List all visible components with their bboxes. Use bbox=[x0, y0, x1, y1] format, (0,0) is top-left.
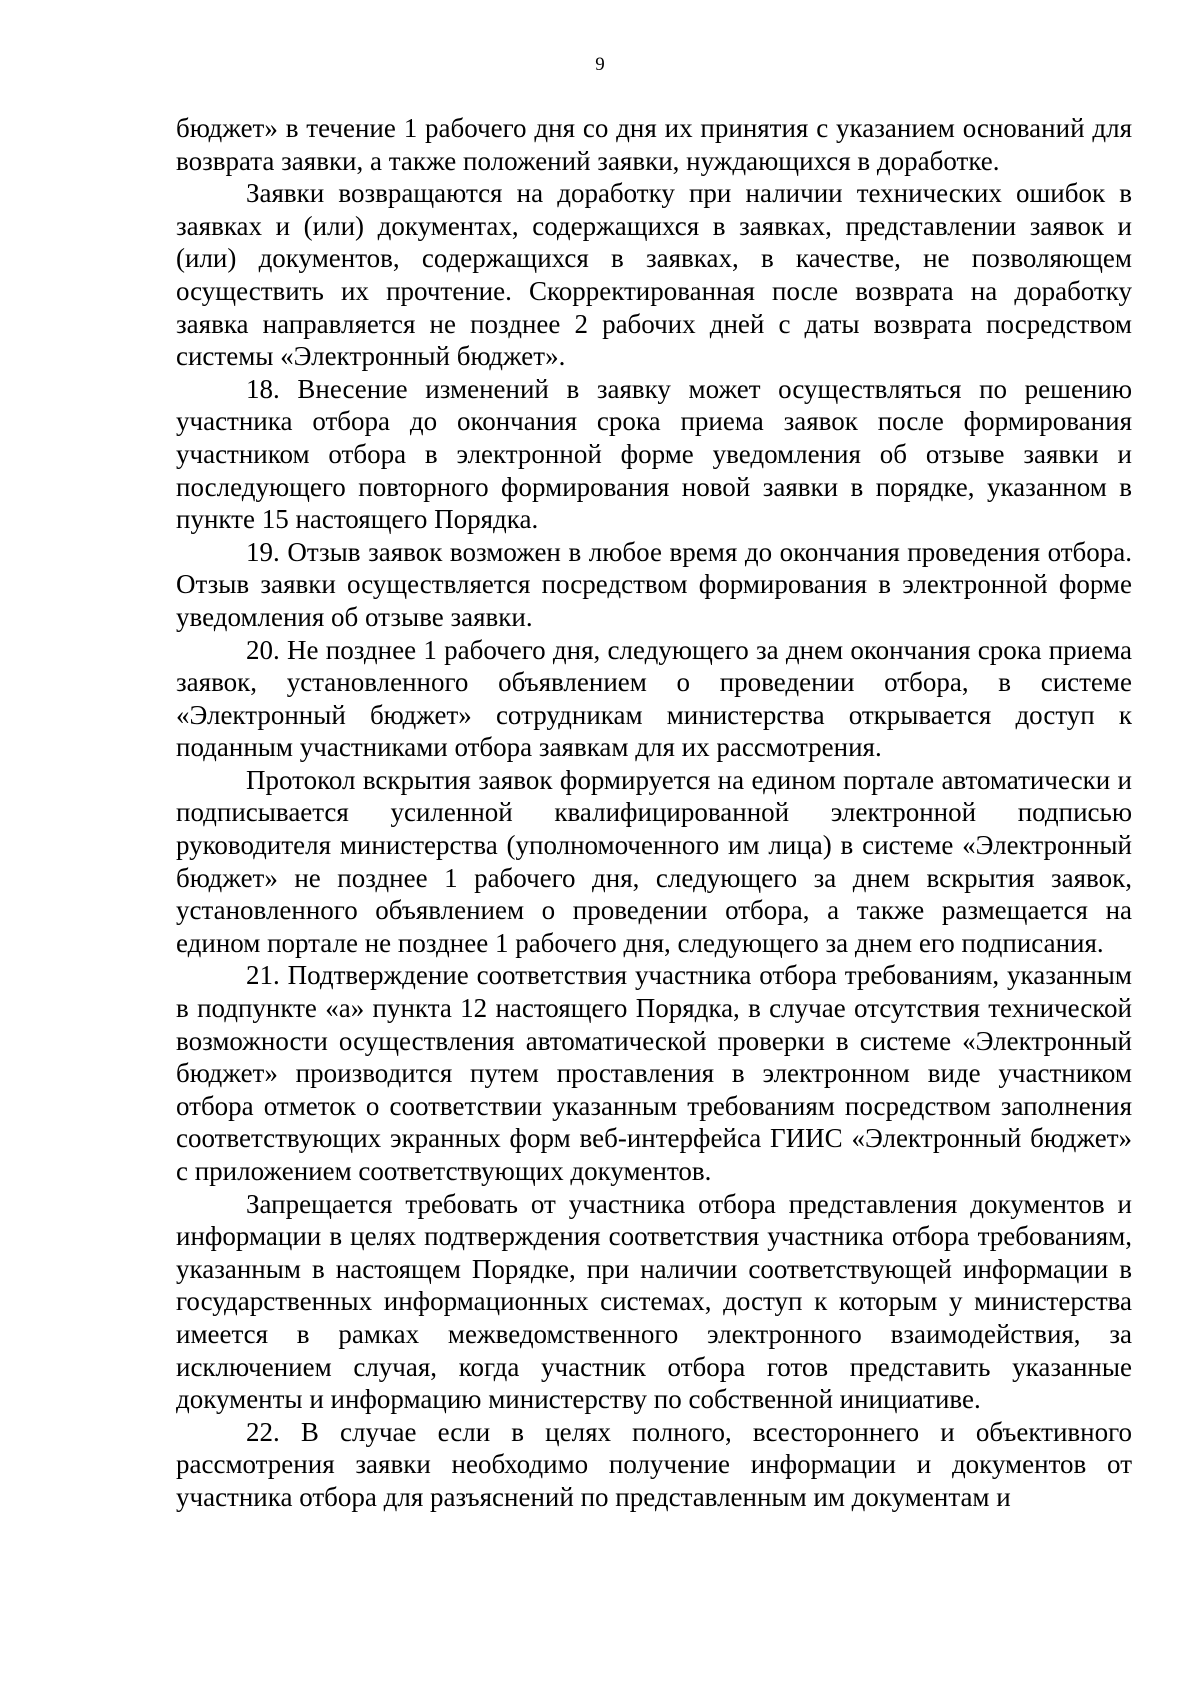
page-number: 9 bbox=[595, 54, 605, 75]
paragraph-19: 19. Отзыв заявок возможен в любое время до окончания проведения отбора. Отзыв заявки осуществляется посредством формирования в электронной форме уведомления об отзыве заявки. bbox=[176, 536, 1132, 632]
paragraph-continuation: бюджет» в течение 1 рабочего дня со дня их принятия с указанием оснований для возврата заявки, а также положений заявки, нуждающихся в доработке. bbox=[176, 113, 1132, 176]
document-body bbox=[176, 112, 1132, 1514]
paragraph-prohibition: Запрещается требовать от участника отбора представления документов и информации в целях подтверждения соответствия участника отбора требованиям, указанным в настоящем Порядке, при наличии соответствующей информации в государственных информационных системах, доступ к которым у министерства имеется в рамках межведомственного электронного взаимодействия, за исключением случая, когда участник отбора готов представить указанные документы и информацию министерству по собственной инициативе. bbox=[176, 1188, 1132, 1415]
paragraph-20: 20. Не позднее 1 рабочего дня, следующего за днем окончания срока приема заявок, установленного объявлением о проведении отбора, в системе «Электронный бюджет» сотрудникам министерства открывается доступ к поданным участниками отбора заявкам для их рассмотрения. bbox=[176, 634, 1132, 763]
paragraph-22: 22. В случае если в целях полного, всестороннего и объективного рассмотрения заявки необходимо получение информации и документов от участника отбора для разъяснений по представленным им документам и bbox=[176, 1416, 1132, 1512]
paragraph-21: 21. Подтверждение соответствия участника отбора требованиям, указанным в подпункте «а» пункта 12 настоящего Порядка, в случае отсутствия технической возможности осуществления автоматической проверки в системе «Электронный бюджет» производится путем проставления в электронном виде участником отбора отметок о соответствии указанным требованиям посредством заполнения соответствующих экранных форм веб-интерфейса ГИИС «Электронный бюджет» с приложением соответствующих документов. bbox=[176, 960, 1132, 1186]
paragraph-return-for-revision: Заявки возвращаются на доработку при наличии технических ошибок в заявках и (или) документах, содержащихся в заявках, представлении заявок и (или) документов, содержащихся в заявках, в качестве, не позволяющем осуществить их прочтение. Скорректированная после возврата на доработку заявка направляется не позднее 2 рабочих дней с даты возврата посредством системы «Электронный бюджет». bbox=[176, 178, 1132, 372]
paragraph-opening-protocol: Протокол вскрытия заявок формируется на едином портале автоматически и подписывается усиленной квалифицированной электронной подписью руководителя министерства (уполномоченного им лица) в системе «Электронный бюджет» не позднее 1 рабочего дня, следующего за днем вскрытия заявок, установленного объявлением о проведении отбора, а также размещается на едином портале не позднее 1 рабочего дня, следующего за днем его подписания. bbox=[176, 764, 1132, 958]
paragraph-18: 18. Внесение изменений в заявку может осуществляться по решению участника отбора до окончания срока приема заявок после формирования участником отбора в электронной форме уведомления об отзыве заявки и последующего повторного формирования новой заявки в порядке, указанном в пункте 15 настоящего Порядка. bbox=[176, 373, 1132, 535]
